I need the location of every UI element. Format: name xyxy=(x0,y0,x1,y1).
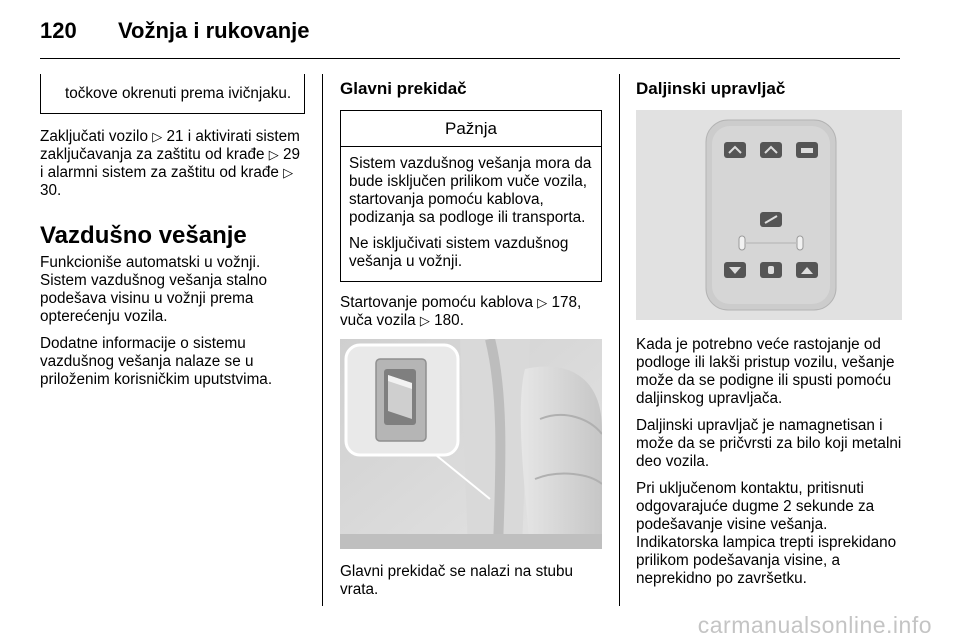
info-paragraph: Dodatne informacije o sistemu vazdušnog vešanja nalaze se u priloženim korisničkim uputstvima. xyxy=(40,335,273,388)
remote-paragraph-3: Pri uključenom kontaktu, pritisnuti odgovarajuće dugme 2 sekunde za podešavanje visine vešanja. Indikatorska lampica trepti isprekidano prilikom podešavanja visine, a neprekidno po završetku. xyxy=(636,480,897,587)
header-rule xyxy=(40,58,900,59)
main-switch-heading: Glavni prekidač xyxy=(340,79,467,98)
remote-paragraph-1: Kada je potrebno veće rastojanje od podloge ili lakši pristup vozilu, vešanje može da se podigne ili spusti pomoću daljinskog upravljača. xyxy=(636,336,895,407)
warning-box xyxy=(340,110,602,282)
figure-caption: Glavni prekidač se nalazi na stubu vrata. xyxy=(340,563,573,598)
warning-text-2: Ne isključivati sistem vazdušnog vešanja u vožnji. xyxy=(349,235,569,270)
page-title: Vožnja i rukovanje xyxy=(118,18,310,43)
continued-note-box xyxy=(40,74,305,114)
page-ref-icon: ▷ xyxy=(419,313,430,328)
page-ref-icon: ▷ xyxy=(152,129,163,144)
watermark: carmanualsonline.info xyxy=(697,612,932,638)
jump-start-paragraph: Startovanje pomoću kablova ▷ 178, vuča vozila ▷ 180. xyxy=(340,294,582,329)
warning-body xyxy=(341,147,601,281)
remote-control-illustration xyxy=(636,110,902,320)
remote-paragraph-2: Daljinski upravljač je namagnetisan i može da se pričvrsti za bilo koji metalni deo vozila. xyxy=(636,417,902,470)
page-header xyxy=(40,18,310,44)
column-3 xyxy=(636,74,902,597)
page-ref-icon: ▷ xyxy=(283,165,294,180)
page-number: 120 xyxy=(40,18,77,43)
main-switch-illustration xyxy=(340,339,602,549)
column-2 xyxy=(340,74,602,608)
warning-title: Pažnja xyxy=(341,111,601,147)
page-ref-icon: ▷ xyxy=(537,295,548,310)
lock-paragraph: Zaključati vozilo ▷ 21 i aktivirati sistem zaključavanja za zaštitu od krađe ▷ 29 i alarmni sistem za zaštitu od krađe ▷ 30. xyxy=(40,128,300,199)
remote-heading: Daljinski upravljač xyxy=(636,79,786,98)
continued-note-text: točkove okrenuti prema ivičnjaku. xyxy=(65,85,292,102)
intro-paragraph: Funkcioniše automatski u vožnji. Sistem vazdušnog vešanja stalno podešava visinu u vožnji prema opterećenju vozila. xyxy=(40,254,268,325)
warning-text-1: Sistem vazdušnog vešanja mora da bude isključen prilikom vuče vozila, startovanja pomoću kablova, podizanja sa podloge ili transporta. xyxy=(349,155,592,226)
column-divider xyxy=(619,74,620,606)
section-title: Vazdušno vešanje xyxy=(40,222,247,249)
column-1 xyxy=(40,74,305,398)
page-ref-icon: ▷ xyxy=(268,147,279,162)
column-divider xyxy=(322,74,323,606)
